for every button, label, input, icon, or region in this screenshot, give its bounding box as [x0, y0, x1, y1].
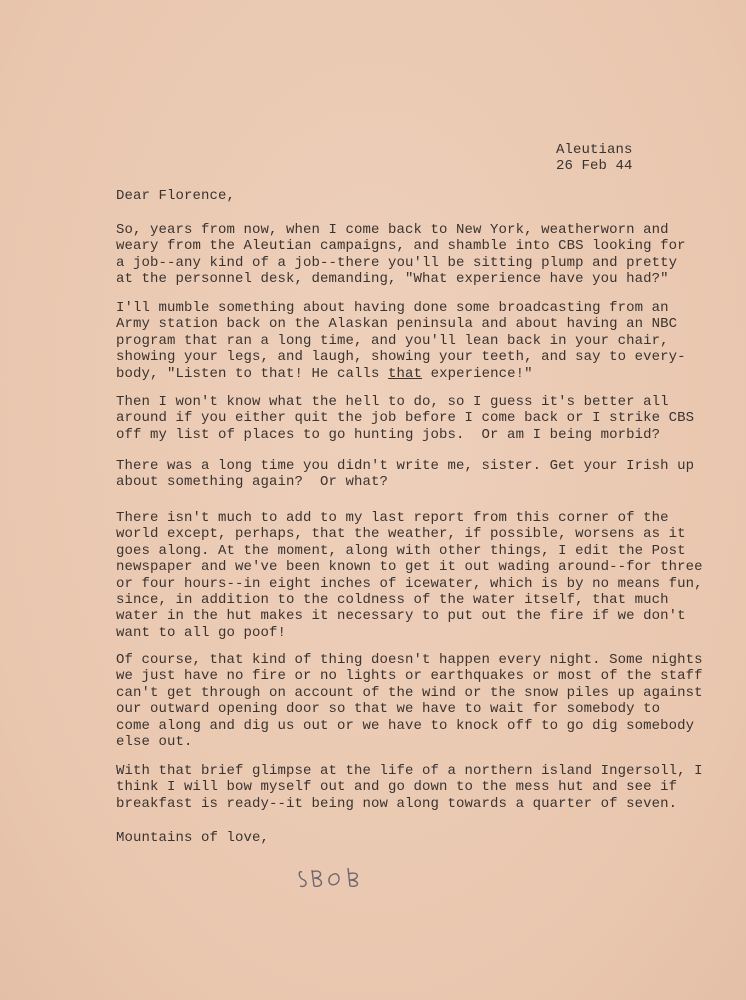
text-line: newspaper and we've been known to get it out wading around--for three	[116, 559, 703, 576]
text-line: we just have no fire or no lights or earthquakes or most of the staff	[116, 668, 703, 685]
text-line: or four hours--in eight inches of icewater, which is by no means fun,	[116, 575, 703, 592]
text-line: want to all go poof!	[116, 624, 287, 641]
text-line: showing your legs, and laugh, showing your teeth, and say to every-	[116, 349, 686, 366]
text-line: about something again? Or what?	[116, 474, 389, 491]
text-line: goes along. At the moment, along with other things, I edit the Post	[116, 542, 686, 559]
paragraph-3	[116, 394, 694, 443]
paragraph-7	[116, 763, 703, 812]
paragraph-6	[116, 652, 703, 750]
text-line: off my list of places to go hunting jobs. Or am I being morbid?	[116, 426, 661, 443]
text-line: come along and dig us out or we have to knock off to go dig somebody	[116, 717, 695, 734]
text-line: a job--any kind of a job--there you'll be sitting plump and pretty	[116, 254, 678, 271]
text-line: program that ran a long time, and you'll lean back in your chair,	[116, 332, 669, 349]
text-line: body, "Listen to that! He calls that experience!"	[116, 365, 533, 382]
paragraph-2	[116, 300, 686, 382]
text-line: Army station back on the Alaskan peninsula and about having an NBC	[116, 316, 678, 333]
text-line: So, years from now, when I come back to New York, weatherworn and	[116, 222, 669, 238]
salutation: Dear Florence,	[116, 188, 236, 204]
text-line: can't get through on account of the wind or the snow piles up against	[116, 684, 703, 701]
text-line: weary from the Aleutian campaigns, and shamble into CBS looking for	[116, 238, 686, 255]
text-line: around if you either quit the job before I come back or I strike CBS	[116, 410, 695, 427]
text-line: Then I won't know what the hell to do, so I guess it's better all	[116, 394, 669, 410]
text-line: There isn't much to add to my last report from this corner of the	[116, 510, 669, 526]
text-line: I'll mumble something about having done some broadcasting from an	[116, 300, 669, 316]
text-line: think I will bow myself out and go down to the mess hut and see if	[116, 779, 678, 796]
text-line: our outward opening door so that we have to wait for somebody to	[116, 701, 661, 718]
place: Aleutians	[556, 142, 633, 158]
text-line: world except, perhaps, that the weather, if possible, worsens as it	[116, 526, 686, 543]
date: 26 Feb 44	[556, 158, 633, 175]
text-line: at the personnel desk, demanding, "What experience have you had?"	[116, 271, 669, 288]
text-line: breakfast is ready--it being now along towards a quarter of seven.	[116, 795, 678, 812]
paragraph-4	[116, 458, 694, 491]
closing: Mountains of love,	[116, 830, 270, 846]
text-line: Of course, that kind of thing doesn't happen every night. Some nights	[116, 652, 703, 668]
paragraph-1	[116, 222, 686, 288]
text-line: water in the hut makes it necessary to put out the fire if we don't	[116, 608, 686, 625]
handwritten-signature	[296, 858, 386, 898]
salutation-block	[116, 188, 235, 204]
letter-header	[556, 142, 633, 175]
closing-block	[116, 830, 269, 846]
paragraph-5	[116, 510, 703, 641]
text-line: else out.	[116, 733, 193, 750]
emphasized-word: that	[388, 365, 423, 382]
text-line: There was a long time you didn't write me, sister. Get your Irish up	[116, 458, 695, 474]
text-line: With that brief glimpse at the life of a northern island Ingersoll, I	[116, 763, 703, 779]
text-line: since, in addition to the coldness of the water itself, that much	[116, 591, 669, 608]
